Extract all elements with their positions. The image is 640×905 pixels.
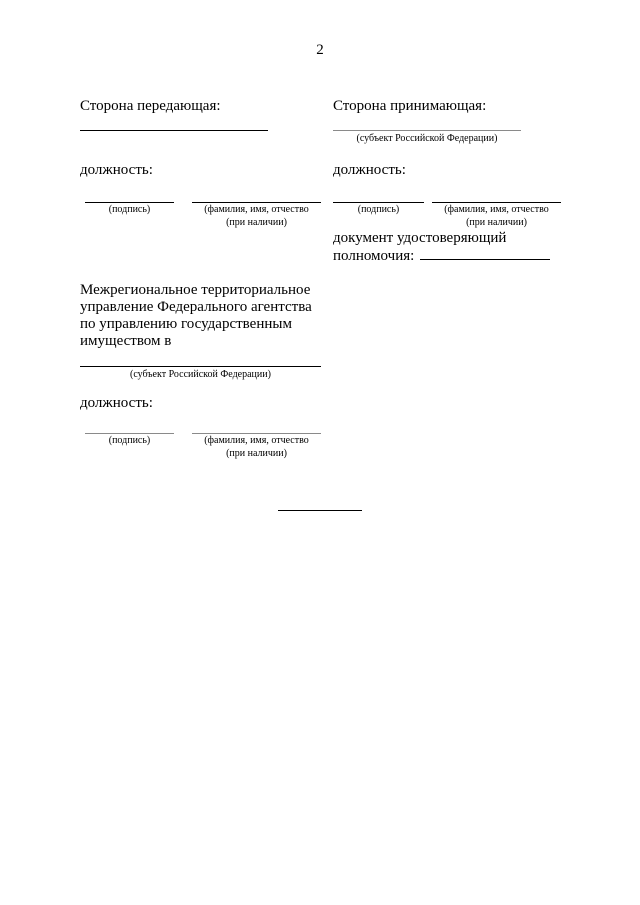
agency-name-line: имуществом в [80, 333, 172, 349]
transferring-party-name-caption: (фамилия, имя, отчество [204, 204, 309, 215]
transferring-party-heading: Сторона передающая: [80, 98, 221, 114]
transferring-party-name-line[interactable] [192, 202, 321, 203]
receiving-party-name-caption-2: (при наличии) [466, 217, 527, 228]
transferring-party-signature-line[interactable] [85, 202, 174, 203]
agency-subject-line[interactable] [80, 366, 321, 367]
transferring-party-blank-line[interactable] [80, 130, 268, 131]
agency-name-line: по управлению государственным [80, 316, 292, 332]
receiving-party-name-line[interactable] [432, 202, 561, 203]
authority-document-blank-line[interactable] [420, 247, 550, 260]
agency-name-caption: (фамилия, имя, отчество [204, 435, 309, 446]
agency-name-line: Межрегиональное территориальное [80, 282, 311, 298]
agency-name-line-field[interactable] [192, 433, 321, 434]
receiving-party-subject-line[interactable] [333, 130, 521, 131]
agency-name-line: управление Федерального агентства [80, 299, 312, 315]
receiving-party-name-caption: (фамилия, имя, отчество [444, 204, 549, 215]
transferring-party-position-label: должность: [80, 162, 153, 178]
authority-document-label: документ удостоверяющий [333, 230, 507, 246]
receiving-party-signature-caption: (подпись) [357, 204, 400, 215]
authority-document-label-2: полномочия: [333, 248, 415, 264]
receiving-party-subject-caption: (субъект Российской Федерации) [356, 133, 498, 144]
agency-name-caption-2: (при наличии) [226, 448, 287, 459]
transferring-party-signature-caption: (подпись) [108, 204, 151, 215]
receiving-party-signature-line[interactable] [333, 202, 424, 203]
transferring-party-name-caption-2: (при наличии) [226, 217, 287, 228]
agency-subject-caption: (субъект Российской Федерации) [130, 369, 271, 380]
agency-position-label: должность: [80, 395, 153, 411]
receiving-party-position-label: должность: [333, 162, 406, 178]
receiving-party-heading: Сторона принимающая: [333, 98, 487, 114]
closing-separator-line [278, 510, 362, 511]
agency-name-block [80, 282, 340, 350]
agency-signature-caption: (подпись) [108, 435, 151, 446]
agency-signature-line[interactable] [85, 433, 174, 434]
page-number: 2 [316, 42, 324, 58]
